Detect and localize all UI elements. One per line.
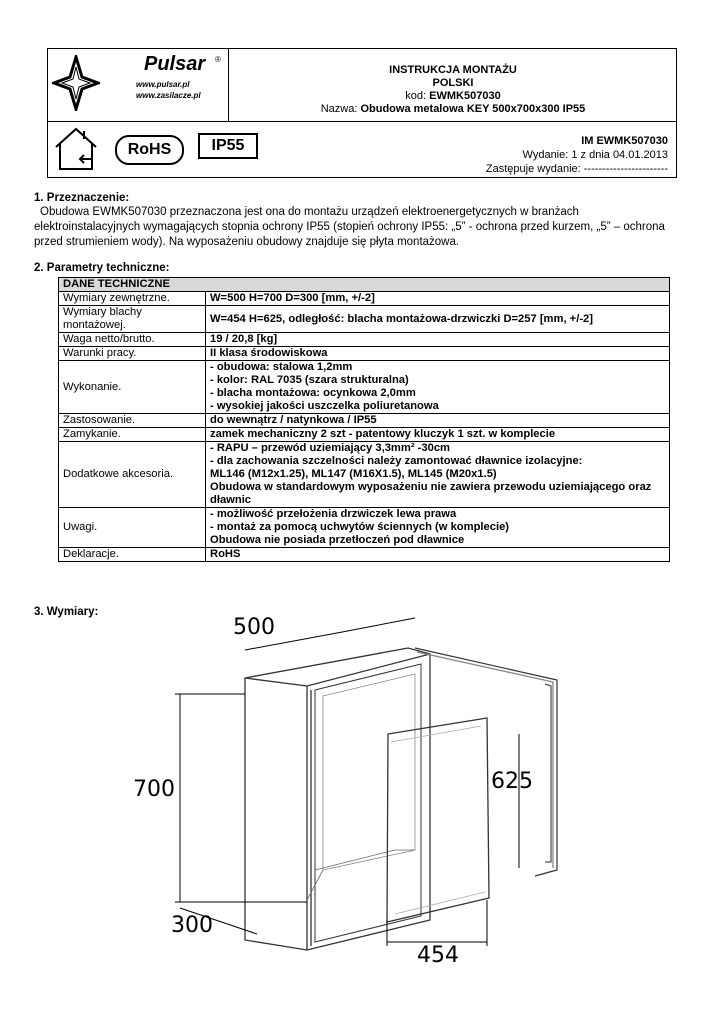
spec-label: Waga netto/brutto. xyxy=(59,333,206,347)
dim-width-label: 500 xyxy=(233,615,275,640)
dim-plate-width-label: 454 xyxy=(417,943,459,968)
doc-code: kod: EWMK507030 xyxy=(405,90,501,102)
dim-depth-label: 300 xyxy=(171,913,213,938)
specs-row xyxy=(59,306,670,333)
spec-value xyxy=(206,508,670,548)
specs-row xyxy=(59,428,670,442)
edition: Wydanie: 1 z dnia 04.01.2013 xyxy=(522,149,668,161)
spec-value xyxy=(206,442,670,508)
specs-row xyxy=(59,548,670,562)
spec-value xyxy=(206,347,670,361)
spec-value-line: II klasa środowiskowa xyxy=(210,347,328,359)
dim-height-label: 700 xyxy=(133,777,175,802)
section-1-text: Obudowa EWMK507030 przeznaczona jest ona do montażu urządzeń elektroenergetycznych w branżach elektroinstalacyjnych wymagających stopnia ochrony IP55 (stopień ochrony IP55: „5” - ochrona przed kurzem, „5” – ochrona przed strumieniem wody). Na wyposażeniu obudowy znajduje się płyta montażowa. xyxy=(34,206,665,248)
logo-text: Pulsar xyxy=(144,53,206,75)
im-code: IM EWMK507030 xyxy=(581,135,668,147)
spec-label: Dodatkowe akcesoria. xyxy=(59,442,206,508)
spec-value xyxy=(206,333,670,347)
specs-row xyxy=(59,361,670,414)
spec-value-line: W=454 H=625, odległość: blacha montażowa-drzwiczki D=257 [mm, +/-2] xyxy=(210,312,593,325)
doc-language: POLSKI xyxy=(432,77,474,89)
spec-label: Wymiary blachy montażowej. xyxy=(59,306,206,333)
spec-value-line: - kolor: RAL 7035 (szara strukturalna) xyxy=(210,374,409,386)
section-1-title: 1. Przeznaczenie: xyxy=(34,192,130,204)
spec-value-line: - RAPU – przewód uziemiający 3,3mm² -30cm xyxy=(210,442,450,454)
spec-value-line: do wewnątrz / natynkowa / IP55 xyxy=(210,414,377,426)
spec-label: Wykonanie. xyxy=(59,361,206,414)
doc-name: Nazwa: Obudowa metalowa KEY 500x700x300 IP55 xyxy=(320,103,586,115)
section-2-title: 2. Parametry techniczne: xyxy=(34,262,170,274)
logo-url-zasilacze: www.zasilacze.pl xyxy=(136,91,201,100)
logo-registered: ® xyxy=(215,55,221,64)
specs-row xyxy=(59,508,670,548)
specs-table xyxy=(58,277,670,562)
spec-label: Wymiary zewnętrzne. xyxy=(59,292,206,306)
spec-value-line: - możliwość przełożenia drzwiczek lewa prawa xyxy=(210,508,457,520)
specs-row xyxy=(59,333,670,347)
dimension-drawing xyxy=(125,600,585,990)
spec-label: Zamykanie. xyxy=(59,428,206,442)
spec-value-line: - obudowa: stalowa 1,2mm xyxy=(210,361,353,373)
specs-table-header: DANE TECHNICZNE xyxy=(59,278,670,292)
spec-label: Zastosowanie. xyxy=(59,414,206,428)
specs-row xyxy=(59,347,670,361)
spec-value xyxy=(206,428,670,442)
replaces: Zastępuje wydanie: ----------------------- xyxy=(485,163,668,175)
spec-value xyxy=(206,414,670,428)
spec-value-line: - montaż za pomocą uchwytów ściennych (w komplecie) xyxy=(210,521,510,533)
spec-value-line: 19 / 20,8 [kg] xyxy=(210,333,278,345)
section-3-title: 3. Wymiary: xyxy=(34,606,99,618)
spec-value xyxy=(206,306,670,333)
spec-label: Warunki pracy. xyxy=(59,347,206,361)
spec-value-line: W=500 H=700 D=300 [mm, +/-2] xyxy=(210,292,375,304)
spec-value-line: zamek mechaniczny 2 szt - patentowy kluczyk 1 szt. w komplecie xyxy=(210,428,556,440)
indoor-house-icon xyxy=(52,125,102,173)
spec-label: Uwagi. xyxy=(59,508,206,548)
spec-value xyxy=(206,292,670,306)
spec-value xyxy=(206,548,670,562)
spec-value-line: - dla zachowania szczelności należy zamontować dławnice izolacyjne: xyxy=(210,455,583,467)
spec-value xyxy=(206,361,670,414)
spec-value-line: - wysokiej jakości uszczelka poliuretanowa xyxy=(210,400,439,412)
doc-title: INSTRUKCJA MONTAŻU xyxy=(389,64,517,76)
pulsar-logo-icon xyxy=(52,55,100,111)
logo-url-pulsar: www.pulsar.pl xyxy=(136,80,190,89)
spec-value-line: - blacha montażowa: ocynkowa 2,0mm xyxy=(210,387,416,399)
spec-value-line: RoHS xyxy=(210,548,241,560)
specs-row xyxy=(59,442,670,508)
ip55-badge: IP55 xyxy=(198,133,258,159)
rohs-badge: RoHS xyxy=(115,135,184,165)
document-header xyxy=(47,48,677,178)
specs-row xyxy=(59,414,670,428)
spec-label: Deklaracje. xyxy=(59,548,206,562)
spec-value-line: ML146 (M12x1.25), ML147 (M16X1.5), ML145 (M20x1.5) xyxy=(210,468,497,480)
dim-plate-height-label: 625 xyxy=(491,769,533,794)
spec-value-line: Obudowa nie posiada przetłoczeń pod dławnice xyxy=(210,534,465,546)
header-top-row xyxy=(48,49,676,122)
spec-value-line: Obudowa w standardowym wyposażeniu nie zawiera przewodu uziemiającego oraz dławnic xyxy=(210,481,652,506)
specs-row xyxy=(59,292,670,306)
